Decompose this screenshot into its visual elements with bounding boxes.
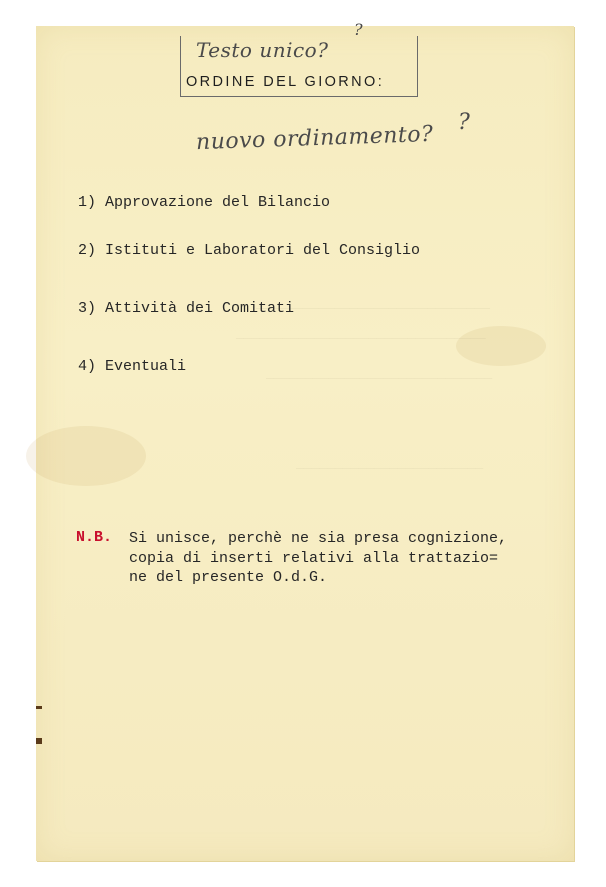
nb-label: N.B. — [76, 529, 113, 546]
bleed-through-text: ________________________________ — [236, 326, 486, 341]
page-edge-mark — [36, 706, 42, 709]
bleed-through-text: ________________________ — [296, 456, 484, 471]
handwritten-top-note: Testo unico? — [196, 38, 329, 62]
agenda-item: 2) Istituti e Laboratori del Consiglio — [78, 242, 421, 259]
handwritten-question-mark: ? — [458, 110, 470, 135]
agenda-item: 1) Approvazione del Bilancio — [78, 194, 331, 211]
handwritten-question-mark: ? — [354, 20, 363, 39]
page-edge-mark — [36, 738, 42, 744]
bleed-through-text: ______________________________ — [256, 296, 491, 311]
agenda-item: 3) Attività dei Comitati — [78, 300, 295, 317]
agenda-item: 4) Eventuali — [78, 358, 187, 375]
agenda-heading: ORDINE DEL GIORNO: — [186, 74, 385, 90]
document-page — [36, 20, 574, 861]
nb-line: copia di inserti relativi alla trattazio= — [129, 549, 499, 567]
nb-line: ne del presente O.d.G. — [129, 569, 328, 586]
handwritten-bottom-note: nuovo ordinamento? — [195, 121, 434, 156]
bleed-through-text: _____________________________ — [266, 366, 493, 381]
nb-text — [129, 529, 507, 588]
nb-line: Si unisce, perchè ne sia presa cognizione, — [129, 530, 508, 547]
paper-stain — [26, 426, 146, 486]
